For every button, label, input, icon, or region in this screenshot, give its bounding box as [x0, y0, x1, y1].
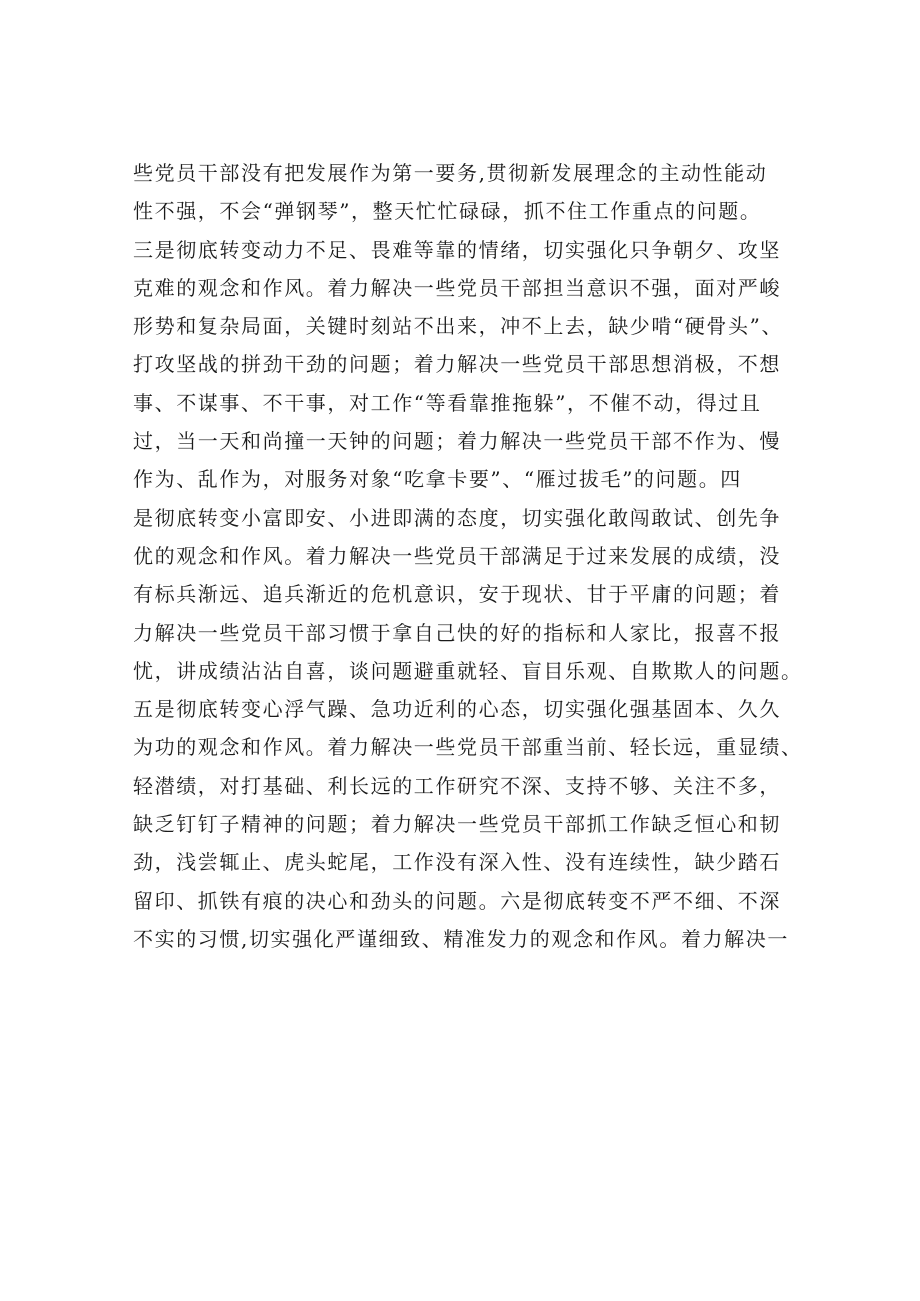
text-line: 是彻底转变小富即安、小进即满的态度，切实强化敢闯敢试、创先争 — [133, 505, 781, 530]
text-line: 优的观念和作风。着力解决一些党员干部满足于过来发展的成绩，没 — [133, 543, 781, 568]
text-line: 为功的观念和作风。着力解决一些党员干部重当前、轻长远，重显绩、 — [133, 735, 803, 760]
text-line: 五是彻底转变心浮气躁、急功近利的心态，切实强化强基固本、久久 — [133, 697, 781, 722]
text-line: 留印、抓铁有痕的决心和劲头的问题。六是彻底转变不严不细、不深 — [133, 888, 781, 913]
body-paragraph — [133, 154, 805, 958]
text-line: 过，当一天和尚撞一天钟的问题；着力解决一些党员干部不作为、慢 — [133, 429, 781, 454]
text-line: 忧，讲成绩沾沾自喜，谈问题避重就轻、盲目乐观、自欺欺人的问题。 — [133, 658, 803, 683]
text-line: 形势和复杂局面，关键时刻站不出来，冲不上去，缺少啃“硬骨头”、 — [133, 314, 784, 339]
text-line: 些党员干部没有把发展作为第一要务,贯彻新发展理念的主动性能动 — [133, 161, 768, 185]
text-line: 力解决一些党员干部习惯于拿自己快的好的指标和人家比，报喜不报 — [133, 620, 781, 645]
text-line: 轻潜绩，对打基础、利长远的工作研究不深、支持不够、关注不多， — [133, 773, 781, 798]
text-line: 缺乏钉钉子精神的问题；着力解决一些党员干部抓工作缺乏恒心和韧 — [133, 812, 781, 837]
text-line: 克难的观念和作风。着力解决一些党员干部担当意识不强，面对严峻 — [133, 275, 781, 300]
text-line: 三是彻底转变动力不足、畏难等靠的情绪，切实强化只争朝夕、攻坚 — [133, 237, 781, 262]
text-line: 劲，浅尝辄止、虎头蛇尾，工作没有深入性、没有连续性，缺少踏石 — [133, 850, 781, 875]
text-line: 有标兵渐远、追兵渐近的危机意识，安于现状、甘于平庸的问题；着 — [133, 582, 781, 607]
text-line: 不实的习惯,切实强化严谨细致、精准发力的观念和作风。着力解决一 — [133, 926, 789, 951]
text-line: 打攻坚战的拼劲干劲的问题；着力解决一些党员干部思想消极，不想 — [133, 352, 781, 377]
text-line: 性不强，不会“弹钢琴”，整天忙忙碌碌，抓不住工作重点的问题。 — [133, 199, 762, 224]
text-line: 事、不谋事、不干事，对工作“等看靠推拖躲”，不催不动，得过且 — [133, 390, 762, 415]
text-line: 作为、乱作为，对服务对象“吃拿卡要”、“雁过拔毛”的问题。四 — [133, 467, 742, 492]
